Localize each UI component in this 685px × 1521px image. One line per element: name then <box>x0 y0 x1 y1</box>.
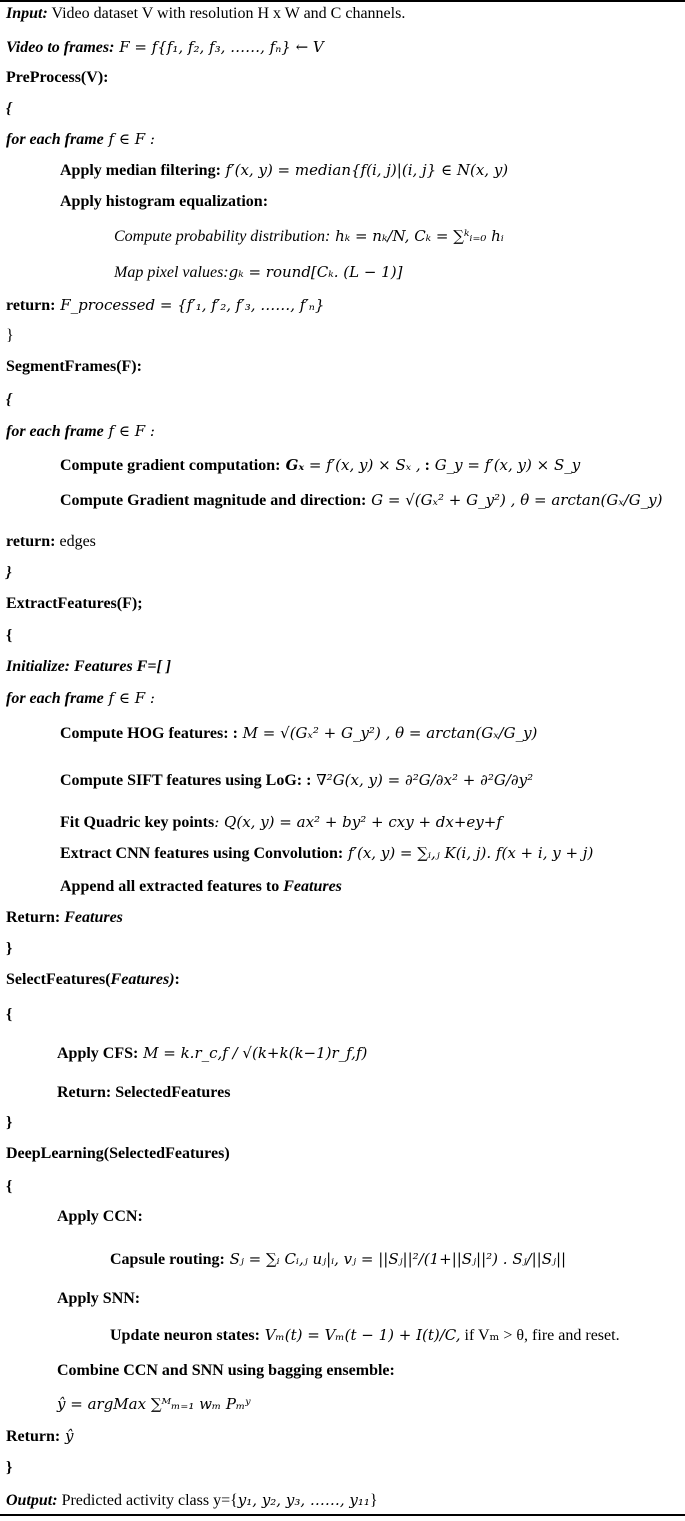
return-processed-line: return: F_processed = {f′₁, f′₂, f′₃, ……, f′ₙ} <box>6 296 325 314</box>
return-edges-line: return: edges <box>6 533 96 550</box>
apply-ccn-line: Apply CCN: <box>57 1208 143 1225</box>
open-brace: { <box>6 100 12 117</box>
return-features-line: Return: Features <box>6 909 123 926</box>
preprocess-header: PreProcess(V): <box>6 69 109 86</box>
select-header: SelectFeatures(Features): <box>6 971 180 988</box>
for-each-line: for each frame f ∈ F : <box>6 130 155 148</box>
segment-header: SegmentFrames(F): <box>6 358 142 375</box>
return-yhat-line: Return: ŷ <box>6 1427 74 1445</box>
combine-line: Combine CCN and SNN using bagging ensemble: <box>57 1362 395 1379</box>
open-brace: { <box>6 1178 13 1195</box>
input-line: Input: Video dataset V with resolution H x W and C channels. <box>6 5 406 22</box>
close-brace: } <box>6 564 12 581</box>
cnn-line: Extract CNN features using Convolution: f′(x, y) = ∑ᵢ,ⱼ K(i, j). f(x + i, y + j) <box>60 844 594 862</box>
extract-header: ExtractFeatures(F); <box>6 595 143 612</box>
cfs-line: Apply CFS: M = k.r_c,f / √(k+k(k−1)r_f,f) <box>57 1044 368 1062</box>
output-line: Output: Predicted activity class y={y₁, y₂, y₃, ……, y₁₁} <box>6 1491 378 1509</box>
close-brace: } <box>6 1114 13 1131</box>
neuron-update-line: Update neuron states: Vₘ(t) = Vₘ(t − 1) + I(t)/C, if Vₘ > θ, fire and reset. <box>110 1326 620 1344</box>
open-brace: { <box>6 1006 13 1023</box>
open-brace: { <box>6 391 12 408</box>
deep-learning-header: DeepLearning(SelectedFeatures) <box>6 1145 230 1162</box>
initialize-line: Initialize: Features F=[ ] <box>6 658 172 675</box>
open-brace: { <box>6 627 13 644</box>
hog-line: Compute HOG features: : M = √(Gₓ² + G_y²) , θ = arctan(Gₓ/G_y) <box>60 724 538 742</box>
apply-snn-line: Apply SNN: <box>57 1290 141 1307</box>
probability-line: Compute probability distribution: hₖ = nₖ/N, Cₖ = ∑ᵏᵢ₌₀ hᵢ <box>114 227 504 245</box>
ensemble-expression: ŷ = argMax ∑ᴹₘ₌₁ wₘ Pₘʸ <box>57 1395 251 1413</box>
close-brace: } <box>6 327 14 344</box>
bottom-rule <box>0 1514 685 1516</box>
sift-line: Compute SIFT features using LoG: : ∇²G(x, y) = ∂²G/∂x² + ∂²G/∂y² <box>60 771 534 789</box>
magnitude-line: Compute Gradient magnitude and direction: G = √(Gₓ² + G_y²) , θ = arctan(Gₓ/G_y) <box>60 491 663 509</box>
for-each-line: for each frame f ∈ F : <box>6 689 155 707</box>
video-to-frames-line: Video to frames: F = f{f₁, f₂, f₃, ……, fₙ} ← V <box>6 38 324 56</box>
histeq-line: Apply histogram equalization: <box>60 193 269 210</box>
close-brace: } <box>6 1459 13 1476</box>
map-pixel-line: Map pixel values:gₖ = round[Cₖ. (L − 1)] <box>114 263 403 281</box>
capsule-routing-line: Capsule routing: Sⱼ = ∑ᵢ Cᵢ,ⱼ uⱼ|ᵢ, vⱼ = ||Sⱼ||²/(1+||Sⱼ||²) . Sⱼ/||Sⱼ|| <box>110 1250 567 1268</box>
median-filter-line: Apply median filtering: f′(x, y) = median{f(i, j)|(i, j} ∈ N(x, y) <box>60 161 509 179</box>
return-selected-line: Return: SelectedFeatures <box>57 1084 231 1101</box>
quadric-line: Fit Quadric key points: Q(x, y) = ax² + by² + cxy + dx+ey+f <box>60 813 502 831</box>
top-rule <box>0 0 685 2</box>
for-each-line: for each frame f ∈ F : <box>6 422 155 440</box>
append-line: Append all extracted features to Features <box>60 878 342 895</box>
close-brace: } <box>6 940 13 957</box>
gradient-line: Compute gradient computation: Gₓ = f′(x, y) × Sₓ , : G_y = f′(x, y) × S_y <box>60 456 581 474</box>
